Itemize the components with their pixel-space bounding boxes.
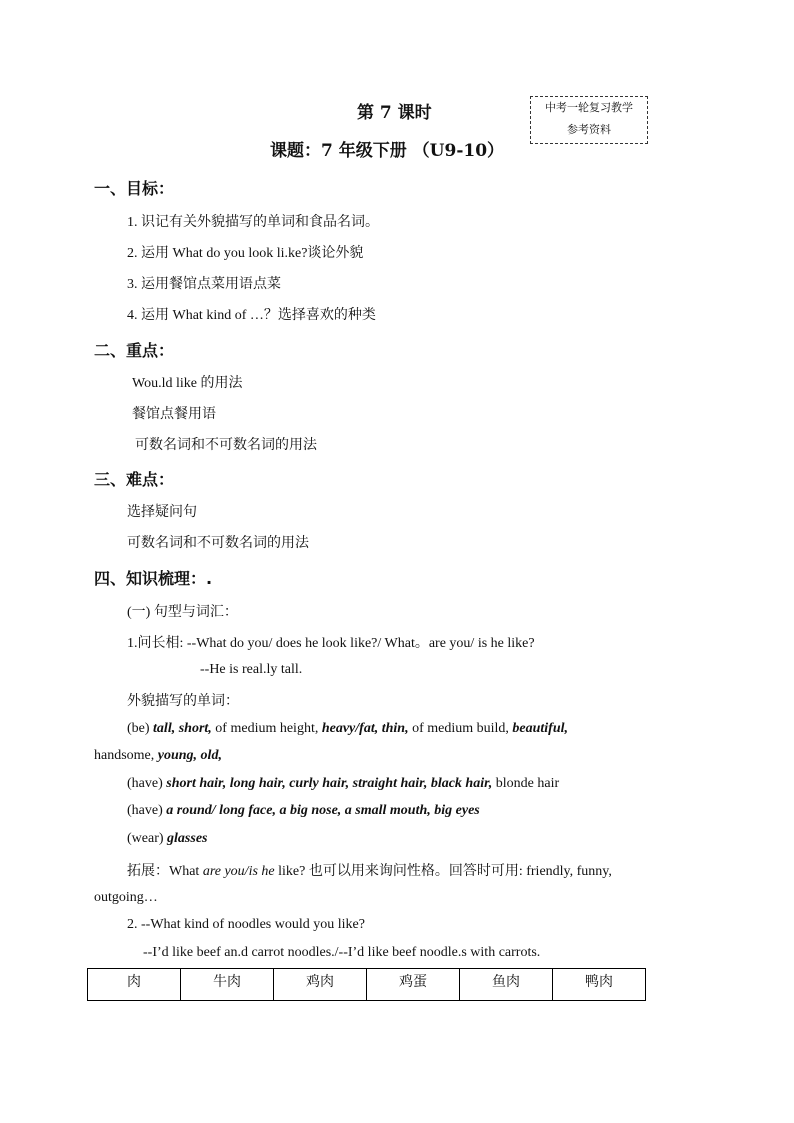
section-goals-heading: 一、目标： xyxy=(94,179,175,198)
have-words-line-2 xyxy=(127,803,480,819)
bold-words: young, old, xyxy=(157,748,222,763)
table-cell: 鸡肉 xyxy=(274,969,367,1001)
lesson-topic: 课题：7 年级下册 （U9-10） xyxy=(270,141,505,161)
have-words-line-1 xyxy=(127,776,559,792)
goal-item: 2. 运用 What do you look li.ke?谈论外貌 xyxy=(127,246,364,261)
text: blonde hair xyxy=(492,776,560,791)
bold-words: tall, short, xyxy=(153,721,212,736)
reference-stamp xyxy=(530,96,648,144)
appearance-words-label: 外貌描写的单词： xyxy=(127,694,239,709)
difficulty-item: 选择疑问句 xyxy=(127,505,197,520)
table-cell: 鸡蛋 xyxy=(367,969,460,1001)
keypoint-item: 餐馆点餐用语 xyxy=(132,407,216,422)
extension-line-2: outgoing… xyxy=(94,890,158,905)
difficulty-item: 可数名词和不可数名词的用法 xyxy=(127,536,309,551)
text: of medium height, xyxy=(211,721,322,736)
answer-1: --He is real.ly tall. xyxy=(200,662,303,677)
text: (be) xyxy=(127,721,154,736)
text: (have) xyxy=(127,803,167,818)
bold-words: short hair, long hair, curly hair, straight hair, black hair, xyxy=(166,776,493,791)
question-1: 1.问长相: --What do you/ does he look like?/ What。are you/ is he like? xyxy=(127,636,535,651)
text: handsome, xyxy=(94,748,158,763)
italic-words: are you/is he xyxy=(202,864,275,879)
table-cell: 牛肉 xyxy=(181,969,274,1001)
text: of medium build, xyxy=(408,721,513,736)
wear-words-line xyxy=(127,831,207,847)
bold-words: beautiful, xyxy=(512,721,569,736)
section-difficulties-heading: 三、难点： xyxy=(94,470,175,489)
bold-words: a round/ long face, a big nose, a small mouth, big eyes xyxy=(166,803,480,818)
goal-item: 4. 运用 What kind of …？选择喜欢的种类 xyxy=(127,308,376,323)
lesson-number: 第 7 课时 xyxy=(357,103,432,123)
goal-item: 1. 识记有关外貌描写的单词和食品名词。 xyxy=(127,215,379,230)
keypoint-item: 可数名词和不可数名词的用法 xyxy=(135,438,317,453)
be-words-line-2 xyxy=(94,748,222,764)
extension-line-1 xyxy=(127,860,612,880)
section-keypoints-heading: 二、重点： xyxy=(94,341,175,360)
goal-item: 3. 运用餐馆点菜用语点菜 xyxy=(127,277,281,292)
table-row xyxy=(88,969,646,1001)
bold-words: heavy/fat, thin, xyxy=(321,721,409,736)
keypoint-item: Wou.ld like 的用法 xyxy=(132,376,243,391)
subsection-title: (一) 句型与词汇： xyxy=(127,605,238,620)
section-knowledge-heading: 四、知识梳理：. xyxy=(94,569,213,588)
question-2: 2. --What kind of noodles would you like? xyxy=(127,917,365,932)
stamp-line-2: 参考资料 xyxy=(567,123,611,136)
text: 拓展：What xyxy=(127,864,203,879)
bold-words: glasses xyxy=(167,831,208,846)
table-cell: 鱼肉 xyxy=(460,969,553,1001)
text: (have) xyxy=(127,776,167,791)
food-vocabulary-table xyxy=(87,968,646,1001)
text: (wear) xyxy=(127,831,168,846)
text: like? 也可以用来询问性格。回答时可用: friendly, funny, xyxy=(274,864,612,879)
table-cell: 肉 xyxy=(88,969,181,1001)
table-cell: 鸭肉 xyxy=(553,969,646,1001)
be-words-line xyxy=(127,721,568,737)
stamp-line-1: 中考一轮复习教学 xyxy=(545,101,633,114)
answer-2: --I’d like beef an.d carrot noodles./--I’d like beef noodle.s with carrots. xyxy=(143,945,541,960)
